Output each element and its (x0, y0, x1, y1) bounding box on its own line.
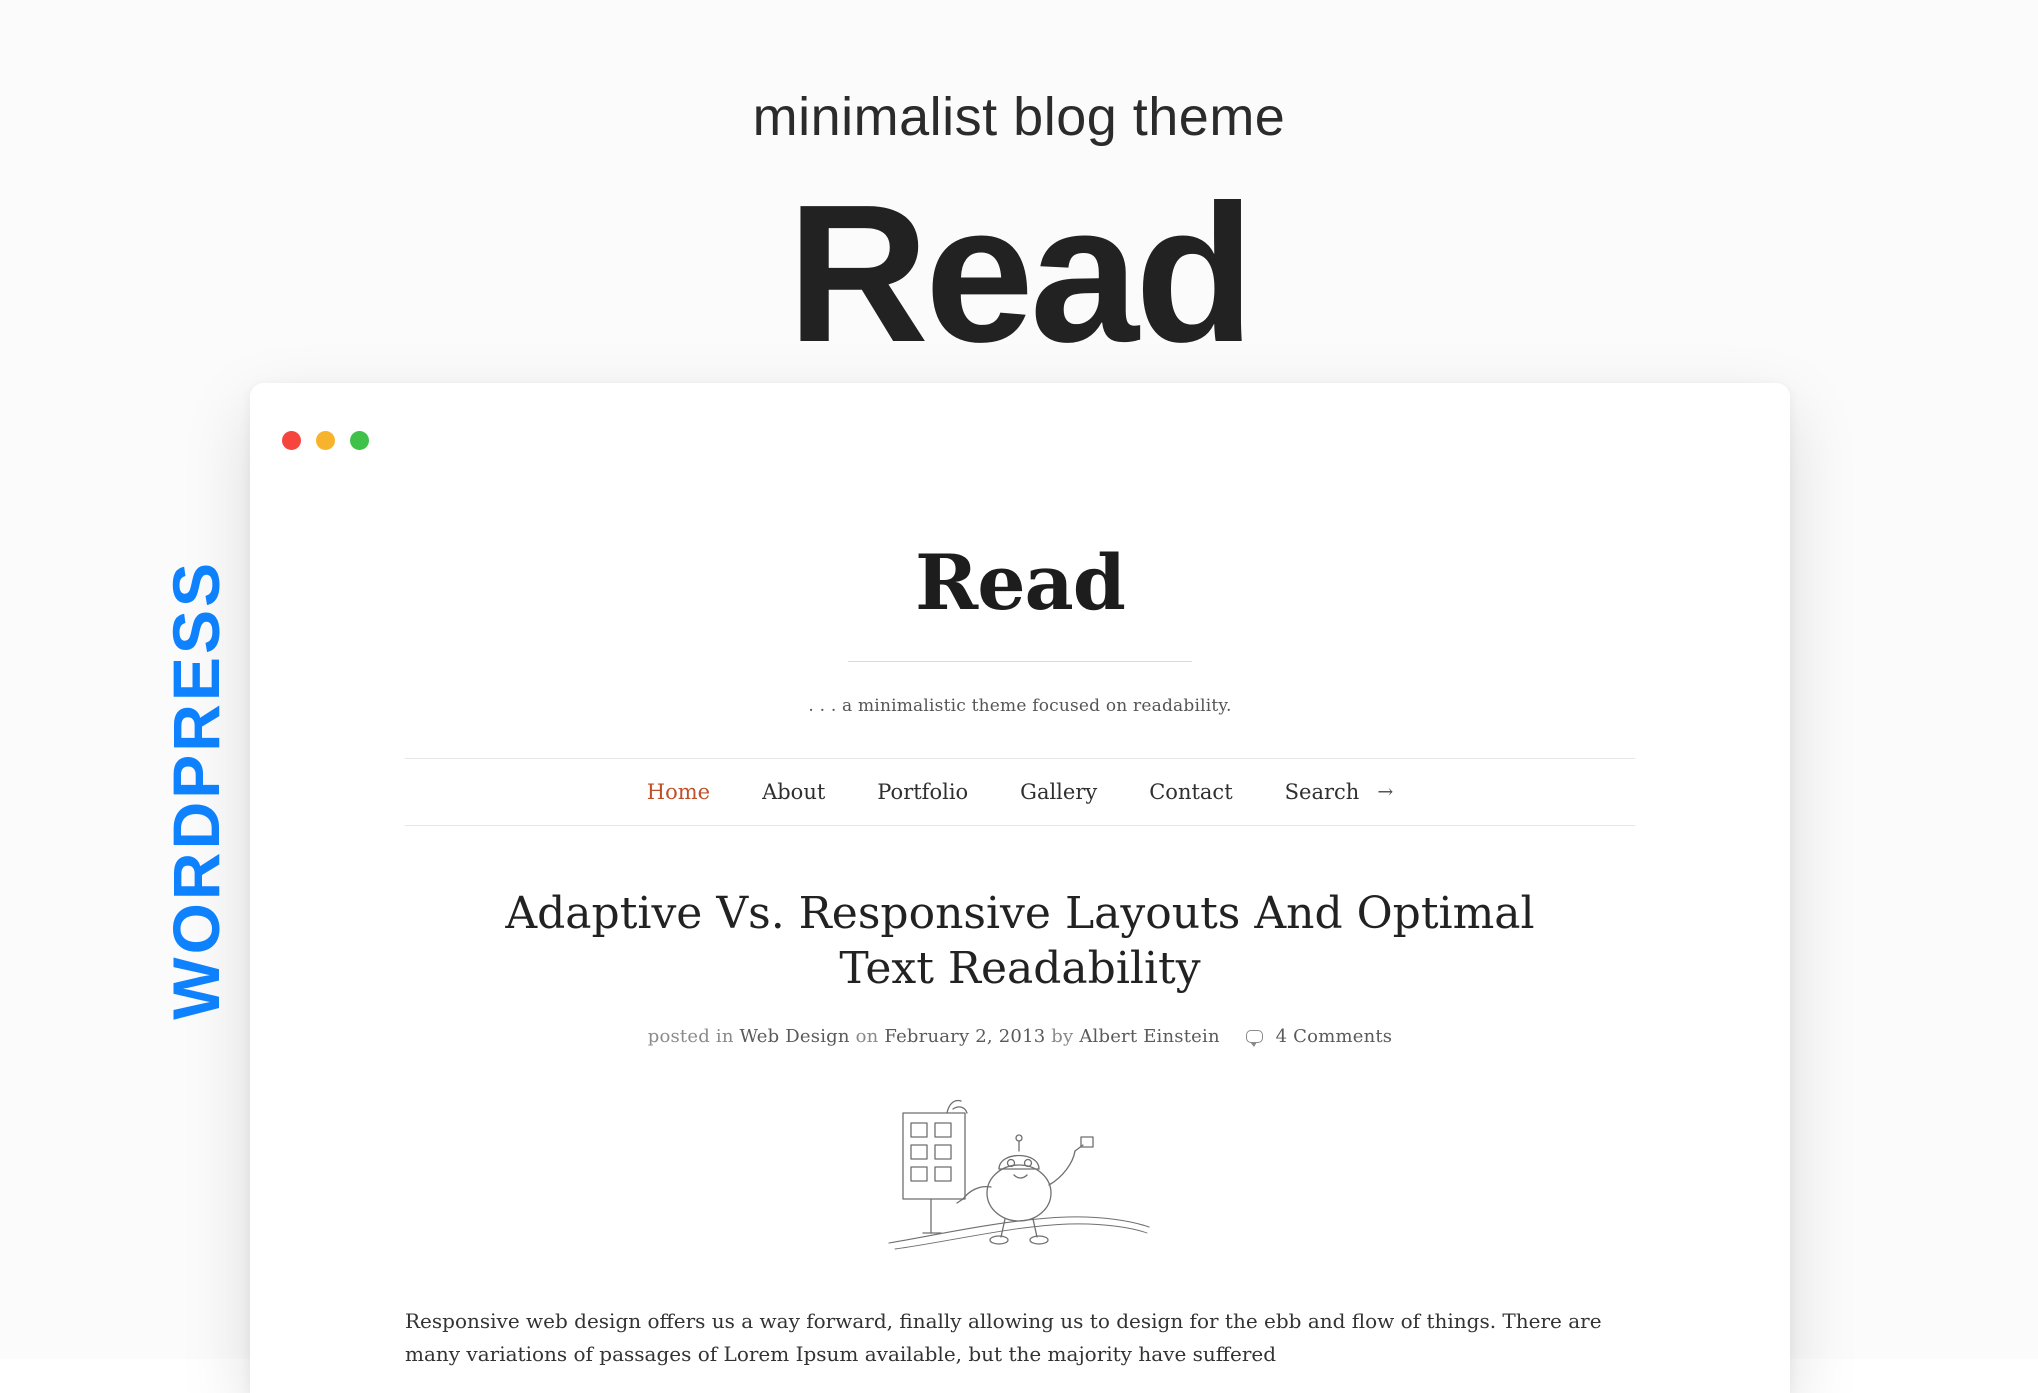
by-label: by (1051, 1026, 1074, 1047)
post-date[interactable]: February 2, 2013 (884, 1026, 1046, 1047)
post-meta (405, 1026, 1635, 1047)
post-article (405, 826, 1635, 1371)
promo-header (0, 0, 2038, 383)
zoom-icon[interactable] (350, 431, 369, 450)
search-label: Search (1284, 780, 1360, 804)
promo-title: Read (787, 164, 1251, 383)
primary-navigation (405, 758, 1635, 826)
post-comments-link[interactable]: 4 Comments (1275, 1026, 1393, 1047)
traffic-lights (282, 431, 369, 450)
nav-item-portfolio[interactable]: Portfolio (877, 780, 969, 804)
nav-item-contact[interactable]: Contact (1149, 780, 1233, 804)
wordpress-wordmark: WORDPRESS (159, 560, 233, 1020)
posted-in-label: posted in (647, 1026, 734, 1047)
nav-item-home[interactable]: Home (646, 780, 711, 804)
minimize-icon[interactable] (316, 431, 335, 450)
nav-item-about[interactable]: About (762, 780, 826, 804)
arrow-right-icon: → (1377, 781, 1394, 803)
promo-tagline: minimalist blog theme (752, 87, 1286, 147)
search-toggle[interactable] (1259, 780, 1420, 804)
on-label: on (855, 1026, 879, 1047)
post-title[interactable]: Adaptive Vs. Responsive Layouts And Optimal Text Readability (505, 888, 1535, 994)
site-description: . . . a minimalistic theme focused on readability. (808, 696, 1232, 716)
nav-item-gallery[interactable]: Gallery (1020, 780, 1098, 804)
post-author-link[interactable]: Albert Einstein (1079, 1026, 1220, 1047)
post-body-text: Responsive web design offers us a way forward, finally allowing us to design for the ebb and flow of things. There are many variations of passages of Lorem Ipsum available, but the majority have suffered (405, 1309, 1602, 1366)
post-category-link[interactable]: Web Design (739, 1026, 850, 1047)
browser-window (250, 383, 1790, 1393)
browser-titlebar (250, 383, 1790, 469)
title-divider (848, 661, 1192, 662)
comment-icon (1246, 1030, 1263, 1043)
site-title[interactable]: Read (915, 538, 1125, 627)
post-featured-image (887, 1093, 1153, 1261)
close-icon[interactable] (282, 431, 301, 450)
site-content (250, 538, 1790, 1371)
